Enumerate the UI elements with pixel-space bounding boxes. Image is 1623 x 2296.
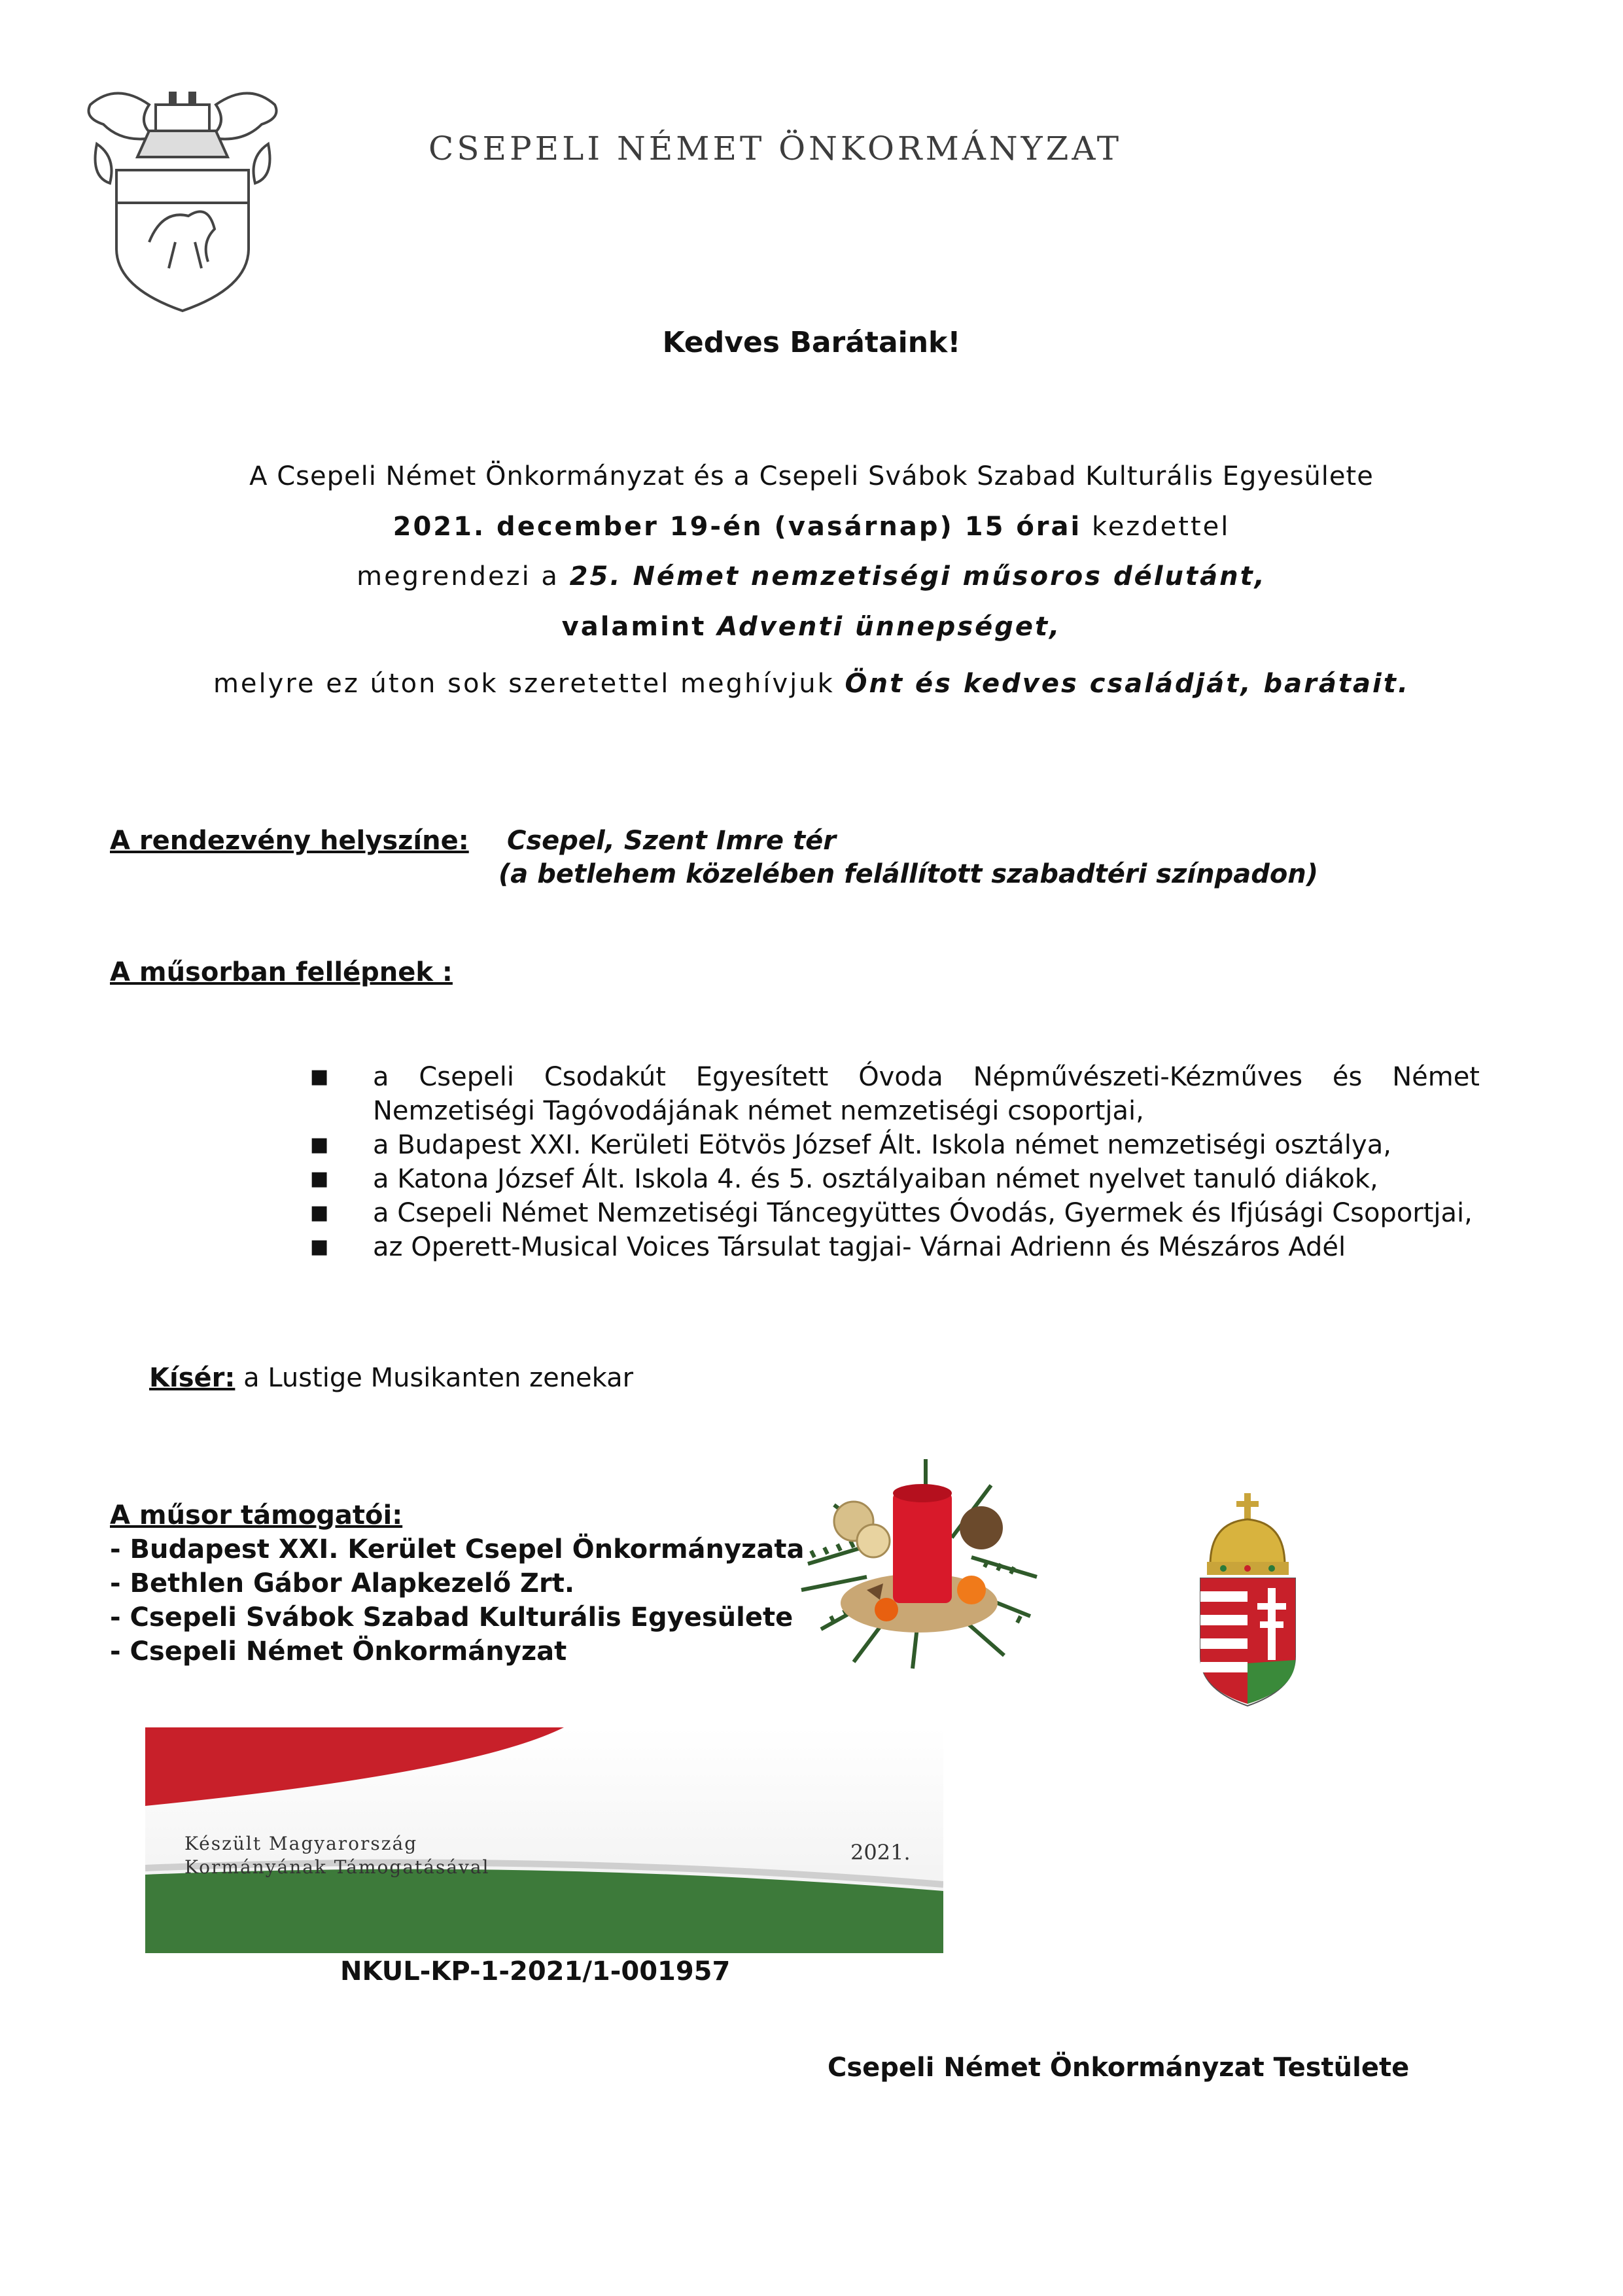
venue-detail: (a betlehem közelében felállított szabadtéri színpadon) (498, 859, 1319, 889)
invitation-intro: A Csepeli Német Önkormányzat és a Csepeli Svábok Szabad Kulturális Egyesülete (249, 461, 1374, 491)
list-item: - Csepeli Német Önkormányzat (110, 1636, 567, 1667)
list-item: - Budapest XXI. Kerület Csepel Önkormányzata (110, 1534, 805, 1564)
banner-caption (184, 1832, 490, 1879)
invitation-closing-pre: melyre ez úton sok szeretettel meghívjuk (213, 669, 845, 699)
bullet-icon: ■ (310, 1201, 329, 1224)
bullet-icon: ■ (310, 1133, 329, 1156)
bullet-icon: ■ (310, 1167, 329, 1190)
grant-id: NKUL-KP-1-2021/1-001957 (340, 1956, 731, 1987)
csepel-coat-of-arms-icon (77, 79, 288, 314)
performers-list (288, 1060, 1480, 1264)
advent-candle-wreath-icon (795, 1446, 1050, 1682)
banner-year: 2021. (850, 1840, 911, 1865)
list-item: ■ a Katona József Ált. Iskola 4. és 5. osztályaiban német nyelvet tanuló diákok, (288, 1162, 1480, 1196)
invitation-event-pre: megrendezi a (357, 561, 570, 592)
list-item: ■ az Operett-Musical Voices Társulat tagjai- Várnai Adrienn és Mészáros Adél (288, 1230, 1480, 1264)
invitation-closing-audience: Önt és kedves családját, barátait. (845, 669, 1410, 699)
list-item: - Csepeli Svábok Szabad Kulturális Egyesülete (110, 1602, 794, 1633)
banner-line-2: Kormányának Támogatásával (184, 1856, 490, 1878)
accompaniment (149, 1363, 633, 1393)
invitation-date: 2021. december 19-én (vasárnap) 15 órai (393, 512, 1082, 542)
invitation-advent-pre: valamint (561, 612, 718, 642)
accompaniment-value: a Lustige Musikanten zenekar (235, 1363, 634, 1393)
organization-name: CSEPELI NÉMET ÖNKORMÁNYZAT (428, 130, 1123, 168)
invitation-closing-line (0, 669, 1623, 699)
venue-label: A rendezvény helyszíne: (110, 826, 469, 856)
sponsors-label: A műsor támogatói: (110, 1500, 403, 1530)
sponsors-block (110, 1498, 804, 1669)
list-item: ■ a Csepeli Német Nemzetiségi Táncegyüttes Óvodás, Gyermek és Ifjúsági Csoportjai, (288, 1196, 1480, 1230)
invitation-event-title: 25. Német nemzetiségi műsoros délutánt, (569, 561, 1266, 592)
bullet-icon: ■ (310, 1065, 329, 1088)
invitation-date-line (0, 512, 1623, 542)
invitation-date-rest: kezdettel (1081, 512, 1230, 542)
list-item: - Bethlen Gábor Alapkezelő Zrt. (110, 1568, 575, 1598)
invitation-advent-title: Adventi ünnepséget, (717, 612, 1062, 642)
hungarian-coat-of-arms-icon (1197, 1493, 1299, 1709)
list-item: ■ a Csepeli Csodakút Egyesített Óvoda Népművészeti-Kézműves és Német Nemzetiségi Tagóvodájának német nemzetiségi csoportjai, (288, 1060, 1480, 1128)
invitation-advent-line (0, 612, 1623, 642)
performers-label: A műsorban fellépnek : (110, 957, 453, 987)
invitation-event-line (0, 561, 1623, 592)
signature: Csepeli Német Önkormányzat Testülete (828, 2053, 1410, 2083)
accompaniment-label: Kísér: (149, 1363, 236, 1393)
bullet-icon: ■ (310, 1235, 329, 1258)
list-item: ■ a Budapest XXI. Kerületi Eötvös József Ált. Iskola német nemzetiségi osztálya, (288, 1128, 1480, 1162)
banner-line-1: Készült Magyarország (184, 1833, 418, 1854)
venue-place: Csepel, Szent Imre tér (507, 826, 836, 856)
greeting-heading: Kedves Barátaink! (662, 326, 961, 359)
